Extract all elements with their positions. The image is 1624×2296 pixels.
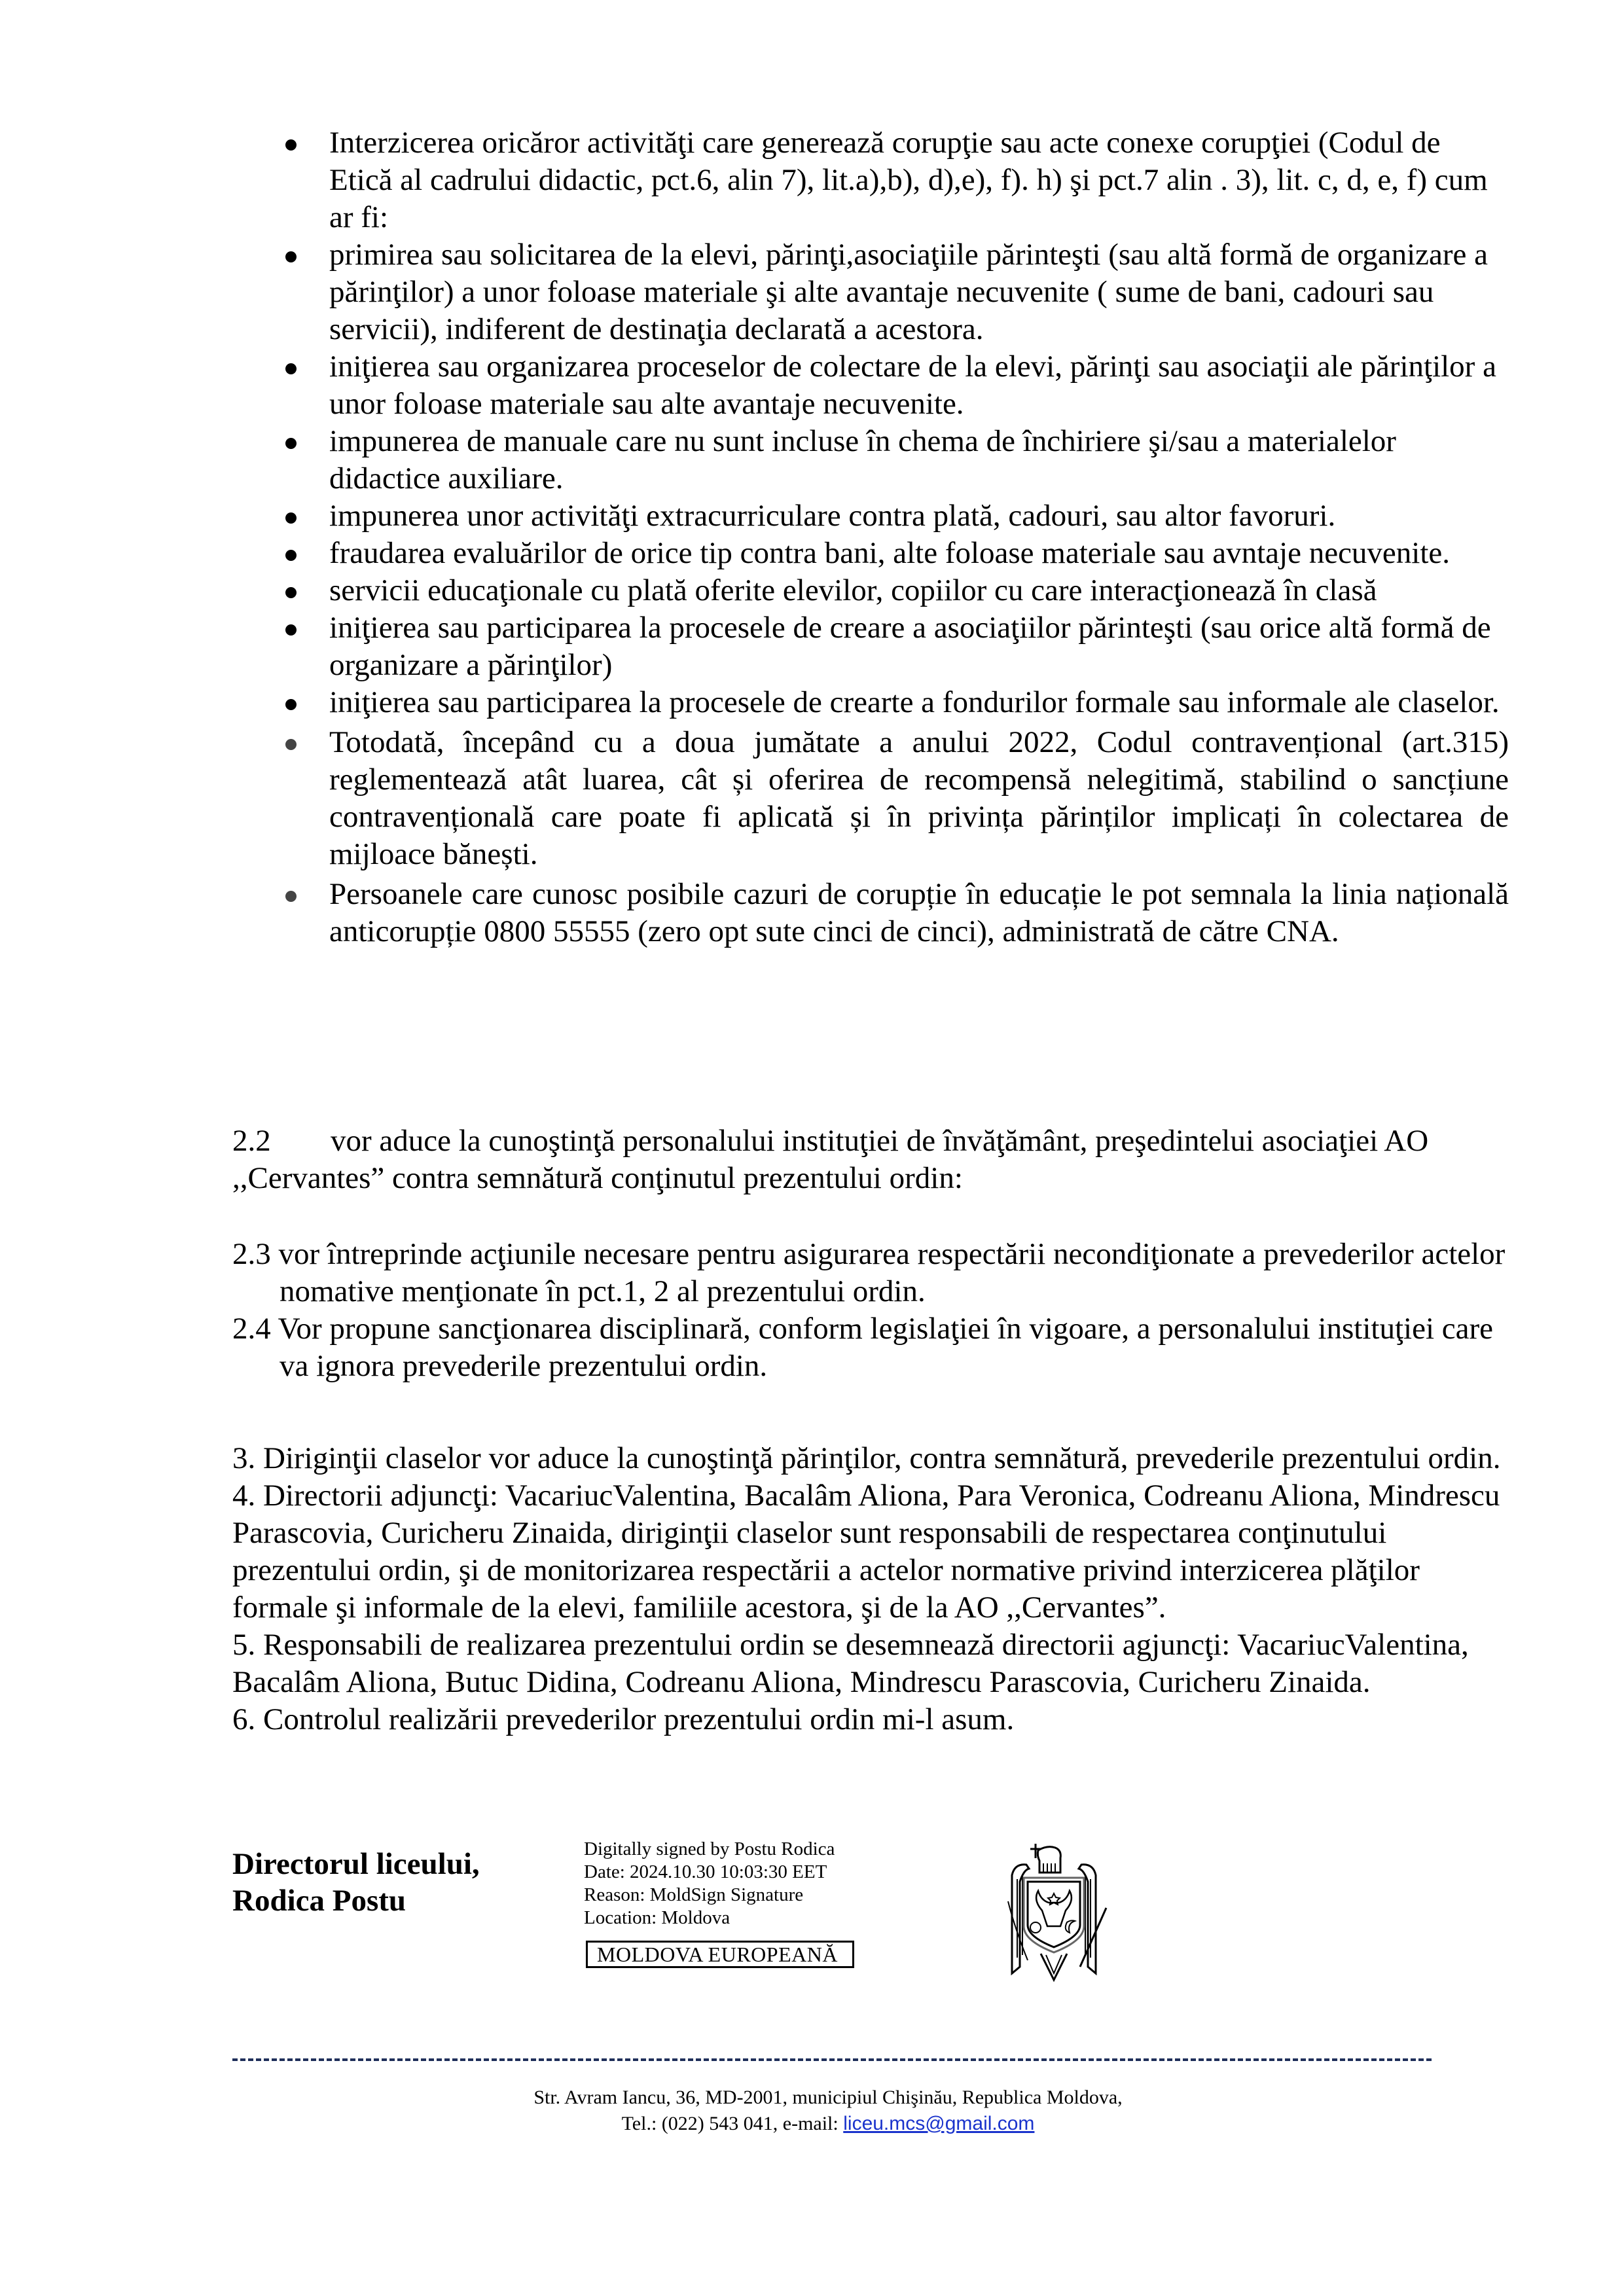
- bullet-icon: [285, 550, 297, 561]
- list-item-text: iniţierea sau organizarea proceselor de colectare de la elevi, părinţi sau asociaţii ale părinţilor a unor foloase materiale sau alte avantaje necuvenite.: [329, 350, 1496, 421]
- signer-block: [232, 1846, 480, 1919]
- list-item: [232, 724, 1509, 873]
- list-item: [232, 876, 1509, 950]
- digital-signature[interactable]: [584, 1838, 835, 1929]
- bullet-icon: [285, 624, 297, 636]
- list-item: [232, 348, 1509, 423]
- list-item: [232, 535, 1509, 572]
- list-item-text: fraudarea evaluărilor de orice tip contra bani, alte foloase materiale sau avntaje necuvenite.: [329, 536, 1451, 570]
- paragraph-2-3: 2.3 vor întreprinde acţiunile necesare pentru asigurarea respectării necondiţionate a prevederilor actelor nomative menţionate în pct.1, 2 al prezentului ordin.: [232, 1237, 1506, 1308]
- moldova-coat-of-arms-icon: [995, 1829, 1113, 1983]
- paragraph-text: vor aduce la cunoştinţă personalului instituţiei de învăţământ, preşedintelui asociaţiei AO ,,Cervantes” contra semnătură conţinutul prezentului ordin:: [232, 1124, 1429, 1195]
- list-item-text: iniţierea sau participarea la procesele de creare a asociaţiilor părinteşti (sau orice altă formă de organizare a părinţilor): [329, 611, 1491, 682]
- list-item: [232, 124, 1509, 236]
- bullet-icon: [285, 699, 297, 710]
- footer-email-link[interactable]: liceu.mcs@gmail.com: [843, 2113, 1035, 2134]
- footer: [223, 2085, 1434, 2137]
- list-item-text: impunerea de manuale care nu sunt incluse în chema de închiriere şi/sau a materialelor didactice auxiliare.: [329, 424, 1396, 495]
- paragraph-6: 6. Controlul realizării prevederilor prezentului ordin mi-l asum.: [232, 1702, 1015, 1736]
- bullet-icon: [285, 251, 297, 262]
- paragraph-2-2: [232, 1122, 1519, 1197]
- paragraph-3: 3. Diriginţii claselor vor aduce la cunoştinţă părinţilor, contra semnătură, prevederile prezentului ordin.: [232, 1441, 1501, 1475]
- footer-address: Str. Avram Iancu, 36, MD-2001, municipiul Chişinău, Republica Moldova,: [533, 2087, 1123, 2108]
- list-item: [232, 609, 1509, 684]
- bullet-icon: [285, 363, 297, 374]
- signature-signed-by: Digitally signed by Postu Rodica: [584, 1839, 835, 1859]
- bullet-icon: [285, 891, 297, 902]
- paragraph-5: 5. Responsabili de realizarea prezentului ordin se desemnează directorii agjuncţi: VacariucValentina, Bacalâm Aliona, Butuc Didina, Codreanu Aliona, Mindrescu Parascovia, Curicheru Zinaida.: [232, 1628, 1469, 1699]
- prohibitions-list: [232, 124, 1509, 950]
- list-item: [232, 497, 1509, 535]
- bullet-icon: [285, 512, 297, 524]
- list-item-text: Persoanele care cunosc posibile cazuri de corupție în educație le pot semnala la linia națională anticorupție 0800 55555 (zero opt sute cinci de cinci), administrată de către CNA.: [329, 877, 1509, 948]
- list-item-text: impunerea unor activităţi extracurriculare contra plată, cadouri, sau altor favoruri.: [329, 499, 1336, 533]
- list-item-text: primirea sau solicitarea de la elevi, părinţi,asociaţiile părinteşti (sau altă formă de organizare a părinţilor) a unor foloase materiale şi alte avantaje necuvenite ( sume de bani, cadouri sau servicii), indiferent de destinaţia declarată a acestora.: [329, 238, 1488, 346]
- footer-contact: [223, 2111, 1434, 2137]
- bullet-icon: [285, 587, 297, 598]
- list-item-text: iniţierea sau participarea la procesele de crearte a fondurilor formale sau informale ale claselor.: [329, 685, 1500, 719]
- paragraph-2-4: 2.4 Vor propune sancţionarea disciplinară, conform legislaţiei în vigoare, a personalului instituţiei care va ignora prevederile prezentului ordin.: [232, 1312, 1493, 1383]
- signature-location: Location: Moldova: [584, 1907, 731, 1928]
- paragraph-4: 4. Directorii adjuncţi: VacariucValentina, Bacalâm Aliona, Para Veronica, Codreanu Aliona, Mindrescu Parascovia, Curicheru Zinaida, diriginţii claselor sunt responsabili de respectarea conţinutului prezentului ordin, şi de monitorizarea respectării a actelor normative privind interzicerea plăţilor formale şi informale de la elevi, familiile acestora, şi de la AO ,,Cervantes”.: [232, 1479, 1500, 1624]
- bullet-icon: [285, 438, 297, 449]
- list-item: [232, 423, 1509, 497]
- list-item-text: Interzicerea oricăror activităţi care generează corupţie sau acte conexe corupţiei (Codul de Etică al cadrului didactic, pct.6, alin 7), lit.a),b), d),e), f). h) şi pct.7 alin . 3), lit. c, d, e, f) cum ar fi:: [329, 126, 1488, 234]
- bullet-icon: [285, 739, 297, 750]
- signer-name: Rodica Postu: [232, 1884, 406, 1918]
- paragraph-number: 2.2: [232, 1124, 271, 1158]
- list-item: [232, 572, 1509, 609]
- list-item: [232, 236, 1509, 348]
- list-item-text: Totodată, începând cu a doua jumătate a anului 2022, Codul contravențional (art.315) reglementează atât luarea, cât și oferirea de recompensă nelegitimă, stabilind o sancțiune contravențională care poate fi aplicată și în privința părinților implicați în colectarea de mijloace bănești.: [329, 725, 1509, 871]
- footer-divider: [232, 2058, 1432, 2061]
- footer-phone: Tel.: (022) 543 041, e-mail:: [621, 2113, 844, 2134]
- signature-stamp: MOLDOVA EUROPEANĂ: [586, 1941, 854, 1968]
- signature-reason: Reason: MoldSign Signature: [584, 1884, 804, 1905]
- list-item: [232, 684, 1509, 721]
- list-item-text: servicii educaţionale cu plată oferite elevilor, copiilor cu care interacţionează în clasă: [329, 573, 1377, 607]
- signer-title: Directorul liceului,: [232, 1847, 480, 1881]
- signature-date: Date: 2024.10.30 10:03:30 EET: [584, 1861, 827, 1882]
- bullet-icon: [285, 139, 297, 151]
- paragraphs-3-6: [232, 1440, 1519, 1738]
- paragraphs-2-3-2-4: [232, 1236, 1519, 1385]
